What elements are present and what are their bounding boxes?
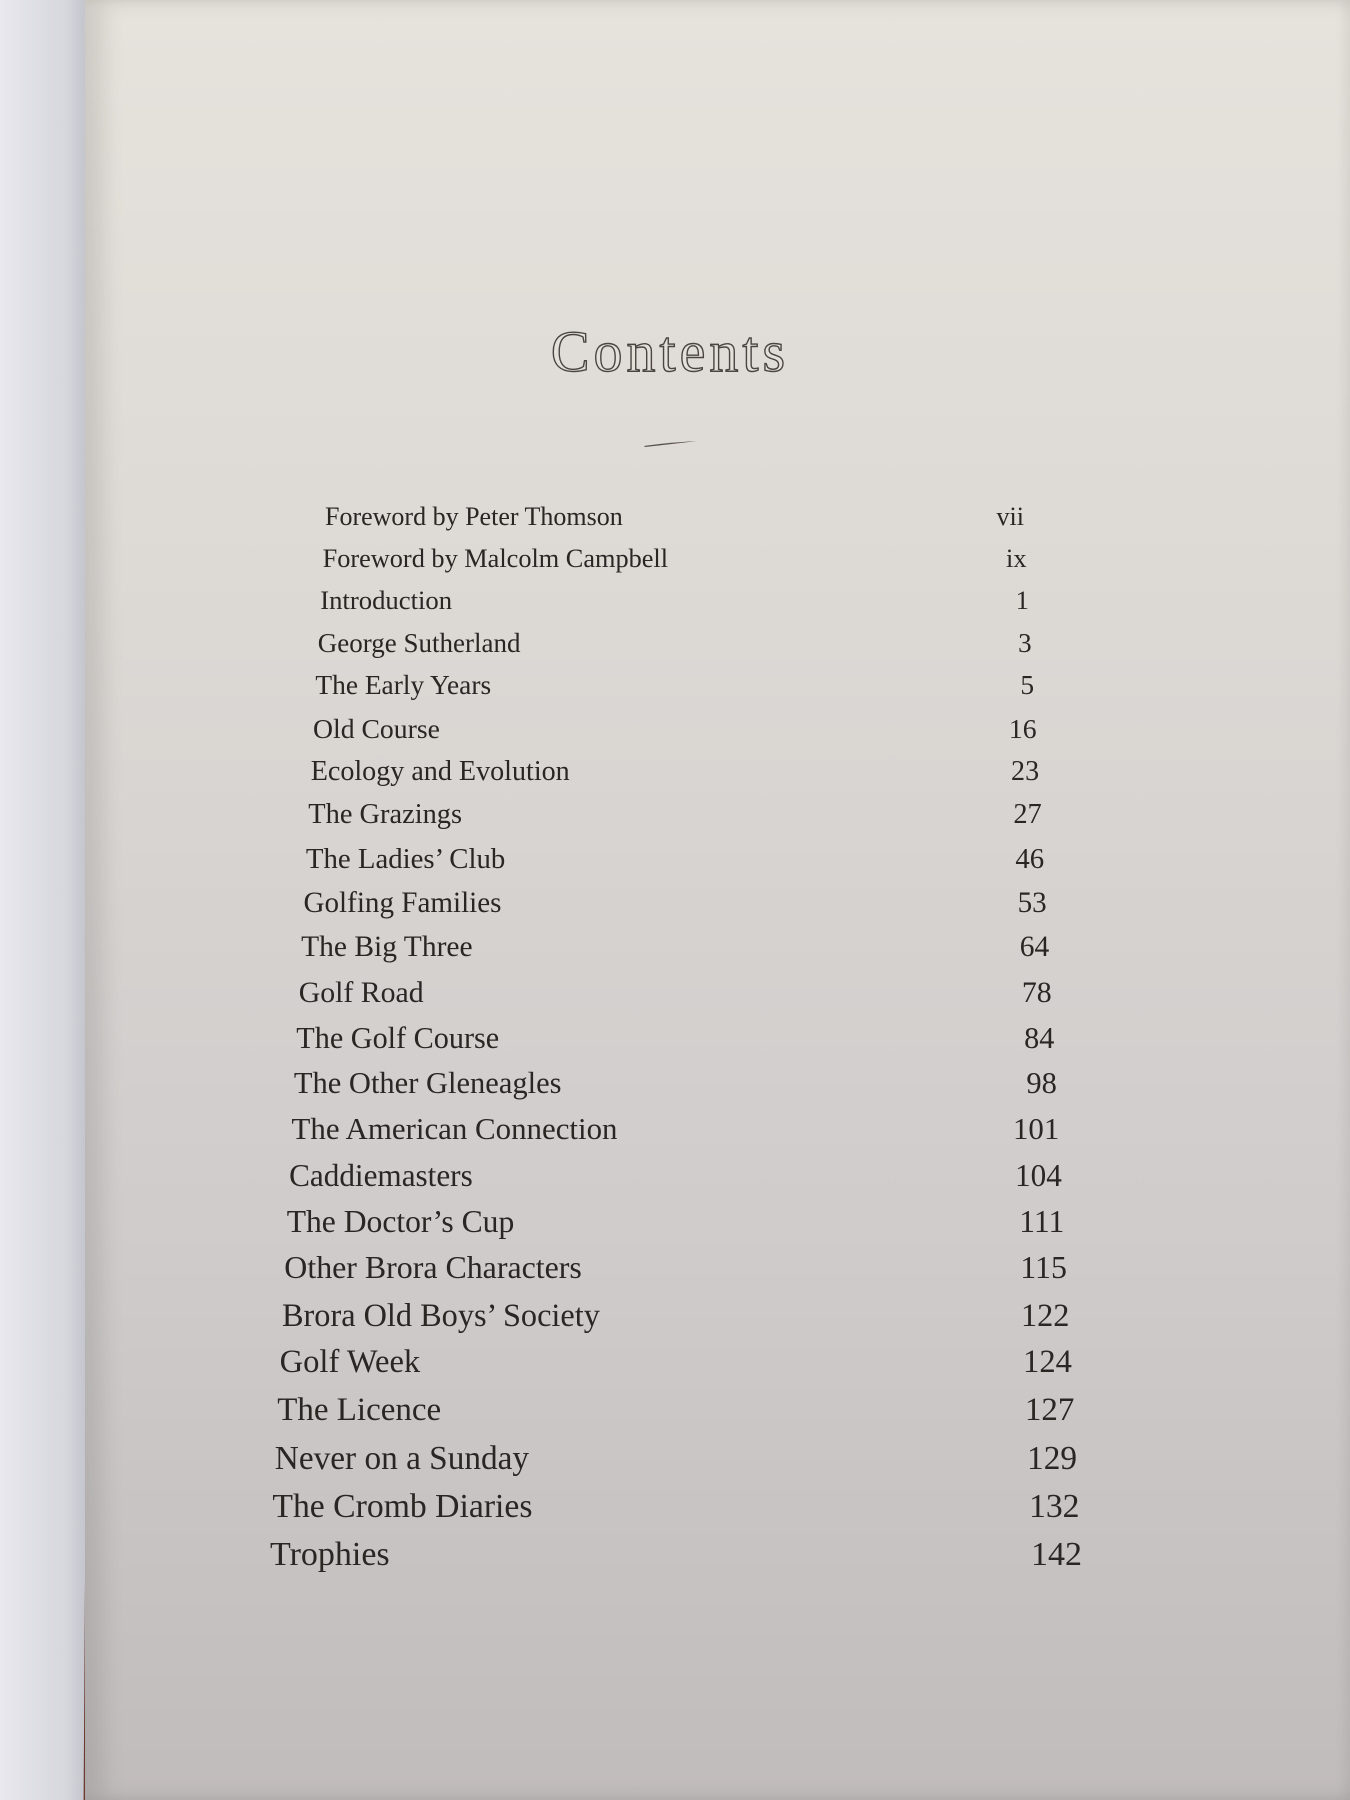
toc-entry: [0, 842, 1350, 882]
page-title: Contents: [550, 319, 790, 384]
toc-entry-title: George Sutherland: [317, 627, 521, 658]
toc-entry-title: The Early Years: [315, 669, 492, 700]
toc-entry-title: The Grazings: [308, 799, 463, 831]
toc-entry-page-number: vii: [996, 502, 1024, 531]
toc-entry-page-number: 1: [1015, 585, 1029, 616]
toc-entry-title: Golf Week: [279, 1344, 421, 1381]
toc-entry-title: Old Course: [313, 712, 440, 744]
toc-entry-title: The Big Three: [301, 931, 473, 964]
toc-entry: [0, 504, 1350, 538]
toc-entry-page-number: 3: [1018, 627, 1032, 658]
toc-entry: [0, 1110, 1350, 1154]
toc-entry: [0, 1487, 1350, 1534]
toc-entry-title: The Cromb Diaries: [272, 1487, 533, 1525]
toc-entry-title: Caddiemasters: [289, 1157, 473, 1193]
toc-entry-page-number: 111: [1019, 1203, 1065, 1239]
toc-entry-title: Never on a Sunday: [274, 1439, 530, 1477]
toc-entry-title: Foreword by Malcolm Campbell: [322, 543, 669, 573]
toc-entry-page-number: 98: [1026, 1066, 1057, 1101]
toc-entry: [0, 1391, 1350, 1437]
toc-entry-title: Ecology and Evolution: [310, 755, 570, 787]
toc-entry-page-number: 23: [1011, 755, 1040, 787]
toc-entry: [0, 1203, 1350, 1247]
toc-entry: [0, 1157, 1350, 1201]
toc-entry-page-number: ix: [1006, 543, 1027, 573]
toc-entry-title: Foreword by Peter Thomson: [325, 502, 623, 531]
toc-entry-page-number: 104: [1015, 1157, 1062, 1193]
toc-entry: [0, 669, 1350, 708]
toc-entry-title: The American Connection: [291, 1110, 618, 1146]
toc-entry-page-number: 129: [1027, 1439, 1077, 1477]
toc-entry-page-number: 122: [1020, 1297, 1070, 1334]
toc-entry-page-number: 84: [1024, 1020, 1055, 1055]
toc-entry: [0, 1252, 1350, 1294]
toc-entry-page-number: 115: [1020, 1250, 1067, 1286]
toc-entry: [0, 543, 1350, 580]
toc-entry-page-number: 16: [1008, 712, 1037, 744]
toc-entry: [0, 712, 1350, 751]
toc-entry: [0, 1538, 1350, 1582]
toc-entry-title: Trophies: [270, 1536, 390, 1573]
toc-entry: [0, 755, 1350, 795]
toc-entry-title: The Licence: [277, 1391, 442, 1428]
toc-entry: [0, 801, 1350, 838]
toc-entry-title: Golfing Families: [303, 886, 502, 919]
toc-entry: [0, 1020, 1350, 1062]
toc-entry-title: The Doctor’s Cup: [286, 1203, 515, 1239]
toc-entry-title: Introduction: [320, 585, 453, 616]
toc-entry-page-number: 27: [1013, 799, 1042, 831]
toc-entry-page-number: 53: [1017, 886, 1047, 919]
toc-entry-page-number: 101: [1012, 1110, 1060, 1146]
toc-entry: [0, 1068, 1350, 1108]
toc-entry-page-number: 132: [1028, 1487, 1080, 1525]
toc-entry-title: Golf Road: [298, 975, 424, 1009]
toc-entry-page-number: 46: [1015, 842, 1045, 875]
toc-entry-page-number: 64: [1019, 931, 1050, 964]
toc-entry-page-number: 78: [1021, 975, 1052, 1009]
toc-entry: [0, 886, 1350, 927]
toc-entry-page-number: 124: [1023, 1344, 1072, 1381]
toc-entry: [0, 1346, 1350, 1388]
toc-entry-page-number: 127: [1024, 1391, 1075, 1428]
toc-entry-title: The Ladies’ Club: [305, 842, 506, 875]
toc-entry-page-number: 5: [1020, 669, 1035, 700]
toc-entry: [0, 587, 1350, 622]
toc-entry: [0, 933, 1350, 971]
toc-entry: [0, 1299, 1350, 1341]
toc-entry-page-number: 142: [1031, 1536, 1082, 1573]
toc-entry: [0, 1439, 1350, 1485]
toc-entry: [0, 627, 1350, 665]
toc-entry-title: The Other Gleneagles: [293, 1066, 562, 1101]
toc-entry-title: Other Brora Characters: [284, 1250, 582, 1286]
toc-entry-title: Brora Old Boys’ Society: [282, 1297, 600, 1334]
toc-entry-title: The Golf Course: [296, 1020, 500, 1055]
toc-entry: [0, 975, 1350, 1017]
